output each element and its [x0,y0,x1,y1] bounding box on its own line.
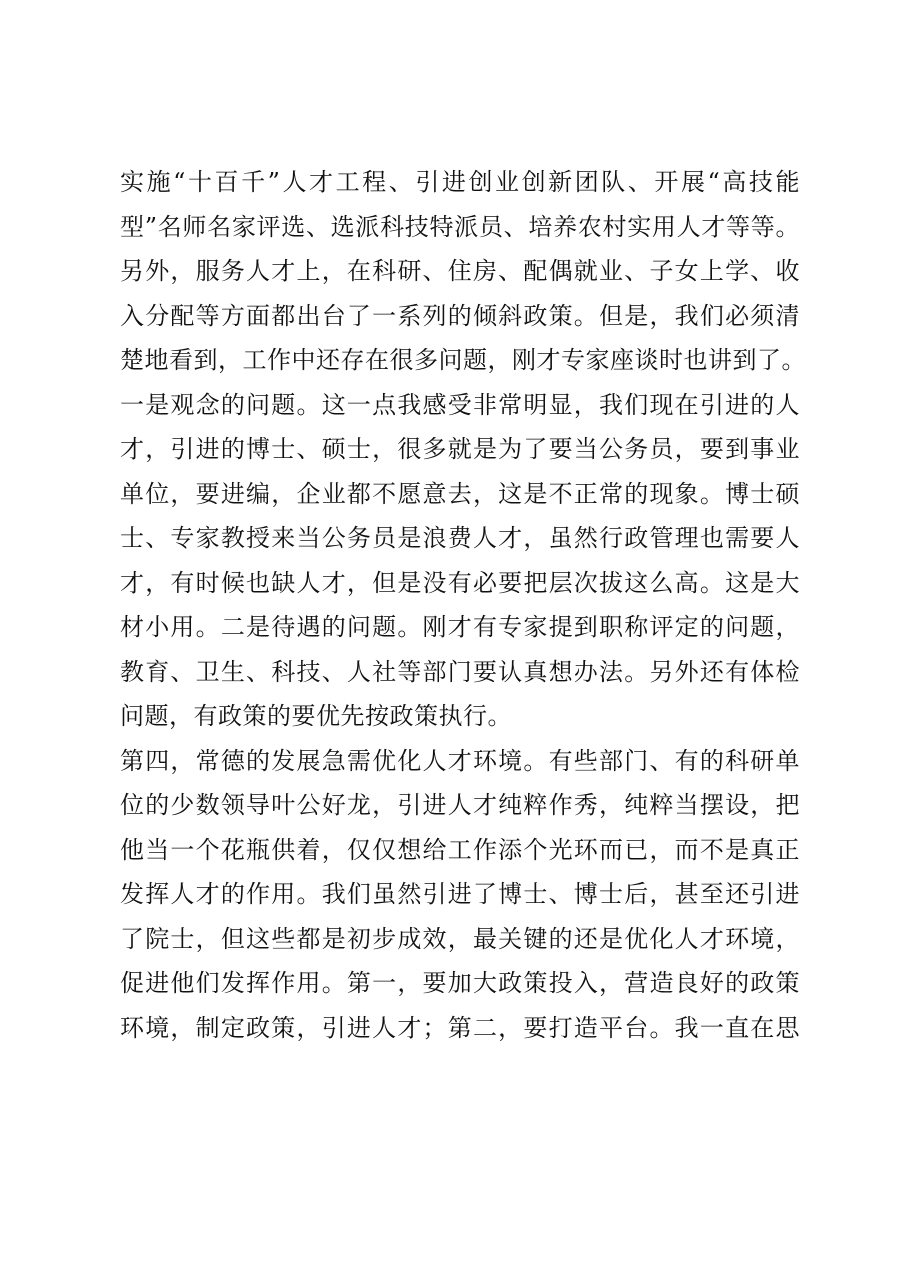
text-line-14: 第四，常德的发展急需优化人才环境。有些部门、有的科研单 [120,746,800,775]
text-line-13: 问题，有政策的要优先按政策执行。 [120,702,512,730]
text-line-18: 了院士，但这些都是初步成效，最关键的还是优化人才环境， [120,924,800,953]
text-line-4: 入分配等方面都出台了一系列的倾斜政策。但是，我们必须清 [120,301,800,330]
text-line-1: 实施“十百千”人才工程、引进创业创新团队、开展“高技能 [120,168,800,196]
text-line-15: 位的少数领导叶公好龙，引进人才纯粹作秀，纯粹当摆设，把 [120,791,800,819]
body-text [120,160,806,1050]
text-line-19: 促进他们发挥作用。第一，要加大政策投入，营造良好的政策 [120,969,800,997]
text-line-3: 另外，服务人才上，在科研、住房、配偶就业、子女上学、收 [120,257,800,285]
text-line-7: 才，引进的博士、硕士，很多就是为了要当公务员，要到事业 [120,435,800,463]
text-line-9: 士、专家教授来当公务员是浪费人才，虽然行政管理也需要人 [120,524,800,552]
text-line-12: 教育、卫生、科技、人社等部门要认真想办法。另外还有体检 [120,657,800,686]
text-line-17: 发挥人才的作用。我们虽然引进了博士、博士后，甚至还引进 [120,880,800,908]
text-line-8: 单位，要进编，企业都不愿意去，这是不正常的现象。博士硕 [120,479,800,508]
text-line-16: 他当一个花瓶供着，仅仅想给工作添个光环而已，而不是真正 [120,835,800,864]
text-line-11: 材小用。二是待遇的问题。刚才有专家提到职称评定的问题， [120,613,800,641]
text-line-20: 环境，制定政策，引进人才；第二，要打造平台。我一直在思 [120,1013,800,1042]
text-line-6: 一是观念的问题。这一点我感受非常明显，我们现在引进的人 [120,390,800,419]
text-line-5: 楚地看到，工作中还存在很多问题，刚才专家座谈时也讲到了。 [120,346,806,374]
text-line-10: 才，有时候也缺人才，但是没有必要把层次拔这么高。这是大 [120,568,800,597]
text-line-2: 型”名师名家评选、选派科技特派员、培养农村实用人才等等。 [120,212,800,241]
